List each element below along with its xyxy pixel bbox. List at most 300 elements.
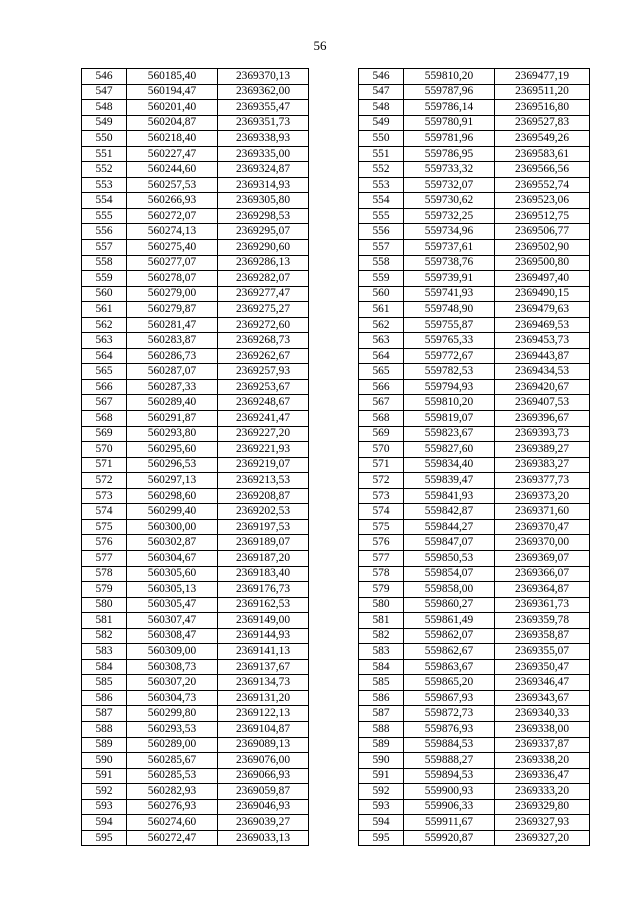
point-number-cell: 562 [359,317,404,333]
point-number-cell: 573 [359,488,404,504]
point-number-cell: 593 [359,799,404,815]
table-row [82,131,309,147]
table-row [359,457,590,473]
point-number-cell: 552 [359,162,404,178]
y-coordinate-cell: 2369358,87 [495,628,590,644]
point-number-cell: 553 [82,177,127,193]
point-number-cell: 549 [359,115,404,131]
point-number-cell: 547 [82,84,127,100]
table-row [82,115,309,131]
x-coordinate-cell: 560278,07 [127,271,218,287]
point-number-cell: 560 [82,286,127,302]
point-number-cell: 586 [359,690,404,706]
x-coordinate-cell: 559741,93 [404,286,495,302]
table-row [359,333,590,349]
x-coordinate-cell: 560283,87 [127,333,218,349]
point-number-cell: 579 [359,582,404,598]
table-row [359,473,590,489]
y-coordinate-cell: 2369134,73 [218,675,309,691]
x-coordinate-cell: 559794,93 [404,379,495,395]
point-number-cell: 579 [82,582,127,598]
y-coordinate-cell: 2369373,20 [495,488,590,504]
y-coordinate-cell: 2369490,15 [495,286,590,302]
x-coordinate-cell: 559842,87 [404,504,495,520]
table-row [82,535,309,551]
x-coordinate-cell: 559862,67 [404,644,495,660]
y-coordinate-cell: 2369277,47 [218,286,309,302]
y-coordinate-cell: 2369066,93 [218,768,309,784]
table-row [359,815,590,831]
point-number-cell: 566 [359,379,404,395]
point-number-cell: 552 [82,162,127,178]
table-row [82,100,309,116]
point-number-cell: 581 [359,613,404,629]
y-coordinate-cell: 2369389,27 [495,442,590,458]
point-number-cell: 563 [359,333,404,349]
x-coordinate-cell: 560266,93 [127,193,218,209]
y-coordinate-cell: 2369566,56 [495,162,590,178]
table-row [359,208,590,224]
table-row [82,286,309,302]
y-coordinate-cell: 2369227,20 [218,426,309,442]
point-number-cell: 557 [82,240,127,256]
y-coordinate-cell: 2369286,13 [218,255,309,271]
point-number-cell: 547 [359,84,404,100]
point-number-cell: 583 [82,644,127,660]
point-number-cell: 589 [359,737,404,753]
y-coordinate-cell: 2369500,80 [495,255,590,271]
point-number-cell: 592 [82,784,127,800]
point-number-cell: 591 [82,768,127,784]
point-number-cell: 560 [359,286,404,302]
x-coordinate-cell: 560304,67 [127,550,218,566]
x-coordinate-cell: 560307,20 [127,675,218,691]
x-coordinate-cell: 560289,40 [127,395,218,411]
x-coordinate-cell: 559858,00 [404,582,495,598]
table-row [359,84,590,100]
coordinates-table-right [358,68,590,846]
point-number-cell: 567 [82,395,127,411]
x-coordinate-cell: 559920,87 [404,830,495,846]
point-number-cell: 548 [359,100,404,116]
x-coordinate-cell: 560299,40 [127,504,218,520]
table-row [359,271,590,287]
table-row [359,519,590,535]
table-row [82,193,309,209]
point-number-cell: 580 [82,597,127,613]
point-number-cell: 546 [82,69,127,85]
table-row [82,721,309,737]
table-row [359,566,590,582]
x-coordinate-cell: 559786,95 [404,146,495,162]
table-row [359,628,590,644]
x-coordinate-cell: 560305,47 [127,597,218,613]
table-row [82,240,309,256]
y-coordinate-cell: 2369122,13 [218,706,309,722]
x-coordinate-cell: 560204,87 [127,115,218,131]
table-row [359,582,590,598]
table-row [82,333,309,349]
table-row [359,100,590,116]
x-coordinate-cell: 559906,33 [404,799,495,815]
point-number-cell: 585 [359,675,404,691]
point-number-cell: 558 [82,255,127,271]
table-row [82,784,309,800]
point-number-cell: 574 [359,504,404,520]
x-coordinate-cell: 560308,47 [127,628,218,644]
x-coordinate-cell: 560285,67 [127,753,218,769]
y-coordinate-cell: 2369202,53 [218,504,309,520]
y-coordinate-cell: 2369324,87 [218,162,309,178]
y-coordinate-cell: 2369469,53 [495,317,590,333]
point-number-cell: 553 [359,177,404,193]
table-row [82,162,309,178]
table-row [82,411,309,427]
table-row [82,675,309,691]
point-number-cell: 594 [82,815,127,831]
x-coordinate-cell: 560299,80 [127,706,218,722]
y-coordinate-cell: 2369340,33 [495,706,590,722]
x-coordinate-cell: 560295,60 [127,442,218,458]
y-coordinate-cell: 2369262,67 [218,348,309,364]
y-coordinate-cell: 2369327,93 [495,815,590,831]
table-row [359,597,590,613]
table-row [359,830,590,846]
table-row [82,146,309,162]
y-coordinate-cell: 2369268,73 [218,333,309,349]
y-coordinate-cell: 2369338,93 [218,131,309,147]
point-number-cell: 569 [359,426,404,442]
point-number-cell: 551 [82,146,127,162]
page-number: 56 [313,38,327,53]
point-number-cell: 554 [359,193,404,209]
table-row [359,784,590,800]
y-coordinate-cell: 2369162,53 [218,597,309,613]
y-coordinate-cell: 2369257,93 [218,364,309,380]
point-number-cell: 584 [359,659,404,675]
y-coordinate-cell: 2369359,78 [495,613,590,629]
x-coordinate-cell: 559834,40 [404,457,495,473]
x-coordinate-cell: 559739,91 [404,271,495,287]
table-row [82,830,309,846]
point-number-cell: 569 [82,426,127,442]
y-coordinate-cell: 2369377,73 [495,473,590,489]
table-row [82,457,309,473]
table-row [359,644,590,660]
x-coordinate-cell: 560272,47 [127,830,218,846]
x-coordinate-cell: 559730,62 [404,193,495,209]
point-number-cell: 588 [82,721,127,737]
y-coordinate-cell: 2369434,53 [495,364,590,380]
x-coordinate-cell: 560257,53 [127,177,218,193]
point-number-cell: 565 [82,364,127,380]
coordinates-table-right-body [359,69,590,846]
y-coordinate-cell: 2369290,60 [218,240,309,256]
table-row [359,675,590,691]
point-number-cell: 555 [359,208,404,224]
y-coordinate-cell: 2369333,20 [495,784,590,800]
table-row [82,644,309,660]
table-row [359,193,590,209]
table-row [82,768,309,784]
table-row [82,224,309,240]
x-coordinate-cell: 560276,93 [127,799,218,815]
coordinates-table-left-body [82,69,309,846]
point-number-cell: 563 [82,333,127,349]
table-row [359,224,590,240]
x-coordinate-cell: 559732,25 [404,208,495,224]
x-coordinate-cell: 559765,33 [404,333,495,349]
y-coordinate-cell: 2369197,53 [218,519,309,535]
point-number-cell: 568 [82,411,127,427]
table-row [359,395,590,411]
x-coordinate-cell: 559865,20 [404,675,495,691]
point-number-cell: 582 [82,628,127,644]
y-coordinate-cell: 2369295,07 [218,224,309,240]
y-coordinate-cell: 2369329,80 [495,799,590,815]
point-number-cell: 548 [82,100,127,116]
table-row [82,69,309,85]
point-number-cell: 551 [359,146,404,162]
point-number-cell: 588 [359,721,404,737]
table-row [359,706,590,722]
point-number-cell: 585 [82,675,127,691]
point-number-cell: 571 [359,457,404,473]
x-coordinate-cell: 559810,20 [404,69,495,85]
y-coordinate-cell: 2369076,00 [218,753,309,769]
y-coordinate-cell: 2369089,13 [218,737,309,753]
y-coordinate-cell: 2369407,53 [495,395,590,411]
point-number-cell: 578 [359,566,404,582]
x-coordinate-cell: 559810,20 [404,395,495,411]
x-coordinate-cell: 560281,47 [127,317,218,333]
table-row [82,613,309,629]
y-coordinate-cell: 2369149,00 [218,613,309,629]
table-row [82,302,309,318]
x-coordinate-cell: 560302,87 [127,535,218,551]
y-coordinate-cell: 2369059,87 [218,784,309,800]
x-coordinate-cell: 559884,53 [404,737,495,753]
table-row [82,473,309,489]
point-number-cell: 590 [82,753,127,769]
table-row [359,255,590,271]
table-row [82,519,309,535]
table-row [82,317,309,333]
x-coordinate-cell: 560305,13 [127,582,218,598]
y-coordinate-cell: 2369131,20 [218,690,309,706]
x-coordinate-cell: 560272,07 [127,208,218,224]
point-number-cell: 576 [359,535,404,551]
y-coordinate-cell: 2369208,87 [218,488,309,504]
y-coordinate-cell: 2369364,87 [495,582,590,598]
y-coordinate-cell: 2369336,47 [495,768,590,784]
table-row [82,177,309,193]
x-coordinate-cell: 560298,60 [127,488,218,504]
table-row [359,442,590,458]
table-row [82,706,309,722]
y-coordinate-cell: 2369305,80 [218,193,309,209]
y-coordinate-cell: 2369338,00 [495,721,590,737]
table-row [82,737,309,753]
table-row [82,753,309,769]
point-number-cell: 568 [359,411,404,427]
x-coordinate-cell: 560291,87 [127,411,218,427]
y-coordinate-cell: 2369253,67 [218,379,309,395]
table-row [359,286,590,302]
y-coordinate-cell: 2369516,80 [495,100,590,116]
point-number-cell: 592 [359,784,404,800]
point-number-cell: 570 [359,442,404,458]
x-coordinate-cell: 560297,13 [127,473,218,489]
x-coordinate-cell: 560279,00 [127,286,218,302]
x-coordinate-cell: 559862,07 [404,628,495,644]
y-coordinate-cell: 2369453,73 [495,333,590,349]
x-coordinate-cell: 560227,47 [127,146,218,162]
table-row [82,348,309,364]
y-coordinate-cell: 2369039,27 [218,815,309,831]
y-coordinate-cell: 2369137,67 [218,659,309,675]
x-coordinate-cell: 560287,07 [127,364,218,380]
x-coordinate-cell: 559863,67 [404,659,495,675]
table-row [82,84,309,100]
x-coordinate-cell: 559841,93 [404,488,495,504]
point-number-cell: 587 [359,706,404,722]
x-coordinate-cell: 560285,53 [127,768,218,784]
point-number-cell: 576 [82,535,127,551]
x-coordinate-cell: 559839,47 [404,473,495,489]
y-coordinate-cell: 2369187,20 [218,550,309,566]
y-coordinate-cell: 2369549,26 [495,131,590,147]
point-number-cell: 550 [82,131,127,147]
y-coordinate-cell: 2369443,87 [495,348,590,364]
point-number-cell: 570 [82,442,127,458]
y-coordinate-cell: 2369248,67 [218,395,309,411]
table-row [359,535,590,551]
table-row [82,426,309,442]
table-row [82,799,309,815]
y-coordinate-cell: 2369335,00 [218,146,309,162]
x-coordinate-cell: 559786,14 [404,100,495,116]
point-number-cell: 593 [82,799,127,815]
x-coordinate-cell: 559733,32 [404,162,495,178]
table-row [359,411,590,427]
point-number-cell: 559 [359,271,404,287]
x-coordinate-cell: 560309,00 [127,644,218,660]
x-coordinate-cell: 560305,60 [127,566,218,582]
x-coordinate-cell: 560289,00 [127,737,218,753]
x-coordinate-cell: 559850,53 [404,550,495,566]
table-row [359,504,590,520]
table-row [82,550,309,566]
point-number-cell: 571 [82,457,127,473]
x-coordinate-cell: 560293,80 [127,426,218,442]
y-coordinate-cell: 2369343,67 [495,690,590,706]
point-number-cell: 575 [359,519,404,535]
x-coordinate-cell: 560287,33 [127,379,218,395]
y-coordinate-cell: 2369552,74 [495,177,590,193]
x-coordinate-cell: 559823,67 [404,426,495,442]
x-coordinate-cell: 560282,93 [127,784,218,800]
y-coordinate-cell: 2369176,73 [218,582,309,598]
point-number-cell: 578 [82,566,127,582]
point-number-cell: 595 [359,830,404,846]
y-coordinate-cell: 2369141,13 [218,644,309,660]
table-row [359,426,590,442]
point-number-cell: 575 [82,519,127,535]
x-coordinate-cell: 559772,67 [404,348,495,364]
x-coordinate-cell: 559888,27 [404,753,495,769]
y-coordinate-cell: 2369506,77 [495,224,590,240]
table-row [359,240,590,256]
table-row [359,162,590,178]
x-coordinate-cell: 560274,60 [127,815,218,831]
table-row [82,815,309,831]
y-coordinate-cell: 2369104,87 [218,721,309,737]
point-number-cell: 591 [359,768,404,784]
point-number-cell: 595 [82,830,127,846]
point-number-cell: 577 [359,550,404,566]
point-number-cell: 594 [359,815,404,831]
y-coordinate-cell: 2369346,47 [495,675,590,691]
x-coordinate-cell: 559819,07 [404,411,495,427]
table-row [359,177,590,193]
y-coordinate-cell: 2369355,47 [218,100,309,116]
point-number-cell: 550 [359,131,404,147]
y-coordinate-cell: 2369369,07 [495,550,590,566]
table-row [359,379,590,395]
y-coordinate-cell: 2369583,61 [495,146,590,162]
x-coordinate-cell: 560286,73 [127,348,218,364]
table-row [82,597,309,613]
point-number-cell: 556 [359,224,404,240]
table-row [82,208,309,224]
x-coordinate-cell: 559781,96 [404,131,495,147]
x-coordinate-cell: 559737,61 [404,240,495,256]
x-coordinate-cell: 559755,87 [404,317,495,333]
x-coordinate-cell: 560194,47 [127,84,218,100]
y-coordinate-cell: 2369371,60 [495,504,590,520]
table-row [82,690,309,706]
x-coordinate-cell: 559738,76 [404,255,495,271]
table-row [359,550,590,566]
y-coordinate-cell: 2369213,53 [218,473,309,489]
y-coordinate-cell: 2369370,00 [495,535,590,551]
y-coordinate-cell: 2369479,63 [495,302,590,318]
table-row [82,488,309,504]
table-row [82,659,309,675]
point-number-cell: 590 [359,753,404,769]
x-coordinate-cell: 560307,47 [127,613,218,629]
x-coordinate-cell: 559911,67 [404,815,495,831]
y-coordinate-cell: 2369523,06 [495,193,590,209]
y-coordinate-cell: 2369370,47 [495,519,590,535]
y-coordinate-cell: 2369338,20 [495,753,590,769]
table-row [359,737,590,753]
table-row [359,317,590,333]
table-row [82,582,309,598]
x-coordinate-cell: 559854,07 [404,566,495,582]
point-number-cell: 554 [82,193,127,209]
x-coordinate-cell: 559780,91 [404,115,495,131]
y-coordinate-cell: 2369337,87 [495,737,590,753]
x-coordinate-cell: 560304,73 [127,690,218,706]
point-number-cell: 580 [359,597,404,613]
x-coordinate-cell: 560279,87 [127,302,218,318]
point-number-cell: 584 [82,659,127,675]
table-row [359,146,590,162]
y-coordinate-cell: 2369314,93 [218,177,309,193]
table-row [82,628,309,644]
